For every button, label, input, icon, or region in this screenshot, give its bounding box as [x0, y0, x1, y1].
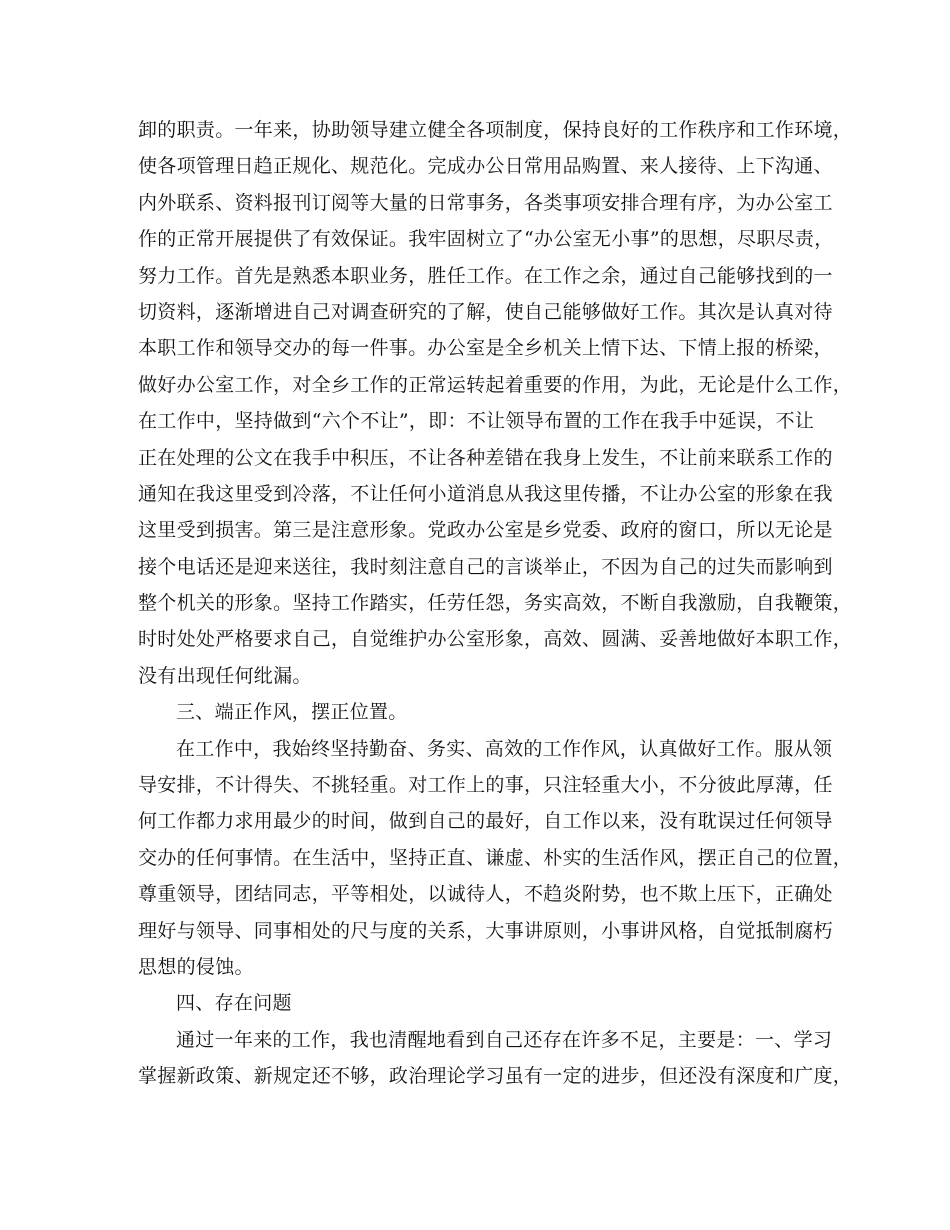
text-line: 思想的侵蚀。 [138, 955, 254, 978]
text-line: 切资料，逐渐增进自己对调查研究的了解，使自己能够做好工作。其次是认真对待 [138, 300, 833, 323]
text-line: 通过一年来的工作，我也清醒地看到自己还存在许多不足，主要是：一、学习 [176, 1028, 833, 1051]
text-line: 作的正常开展提供了有效保证。我牢固树立了“办公室无小事”的思想，尽职尽责， [138, 228, 834, 251]
text-line: 在工作中，坚持做到“六个不让”，即：不让领导布置的工作在我手中延误，不让 [138, 410, 815, 433]
text-line: 努力工作。首先是熟悉本职业务，胜任工作。在工作之余，通过自己能够找到的一 [138, 264, 833, 287]
document-body [138, 112, 853, 1095]
text-line: 在工作中，我始终坚持勤奋、务实、高效的工作作风，认真做好工作。服从领 [176, 737, 833, 760]
text-line: 整个机关的形象。坚持工作踏实，任劳任怨，务实高效，不断自我激励，自我鞭策， [138, 592, 853, 615]
text-line: 交办的任何事情。在生活中，坚持正直、谦虚、朴实的生活作风，摆正自己的位置， [138, 846, 853, 869]
text-line: 掌握新政策、新规定还不够，政治理论学习虽有一定的进步，但还没有深度和广度， [138, 1065, 853, 1088]
text-line: 三、端正作风，摆正位置。 [176, 701, 408, 724]
text-line: 导安排，不计得失、不挑轻重。对工作上的事，只注轻重大小，不分彼此厚薄，任 [138, 774, 833, 797]
text-line: 这里受到损害。第三是注意形象。党政办公室是乡党委、政府的窗口，所以无论是 [138, 519, 833, 542]
text-line: 卸的职责。一年来，协助领导建立健全各项制度，保持良好的工作秩序和工作环境， [138, 119, 853, 141]
text-line: 内外联系、资料报刊订阅等大量的日常事务，各类事项安排合理有序，为办公室工 [138, 191, 833, 214]
text-line: 没有出现任何纰漏。 [138, 664, 312, 687]
text-line: 做好办公室工作，对全乡工作的正常运转起着重要的作用，为此，无论是什么工作， [138, 373, 853, 396]
text-line: 四、存在问题 [176, 992, 292, 1015]
text-line: 使各项管理日趋正规化、规范化。完成办公日常用品购置、来人接待、上下沟通、 [138, 155, 833, 178]
text-line: 尊重领导，团结同志，平等相处，以诚待人，不趋炎附势，也不欺上压下，正确处 [138, 883, 833, 906]
text-line: 时时处处严格要求自己，自觉维护办公室形象，高效、圆满、妥善地做好本职工作， [138, 628, 853, 651]
text-line: 正在处理的公文在我手中积压，不让各种差错在我身上发生，不让前来联系工作的 [138, 446, 833, 469]
text-line: 接个电话还是迎来送往，我时刻注意自己的言谈举止，不因为自己的过失而影响到 [138, 555, 833, 578]
text-line: 通知在我这里受到冷落，不让任何小道消息从我这里传播，不让办公室的形象在我 [138, 482, 833, 505]
text-line: 理好与领导、同事相处的尺与度的关系，大事讲原则，小事讲风格，自觉抵制腐朽 [138, 919, 833, 942]
text-line: 何工作都力求用最少的时间，做到自己的最好，自工作以来，没有耽误过任何领导 [138, 810, 833, 833]
text-line: 本职工作和领导交办的每一件事。办公室是全乡机关上情下达、下情上报的桥梁， [138, 337, 833, 360]
